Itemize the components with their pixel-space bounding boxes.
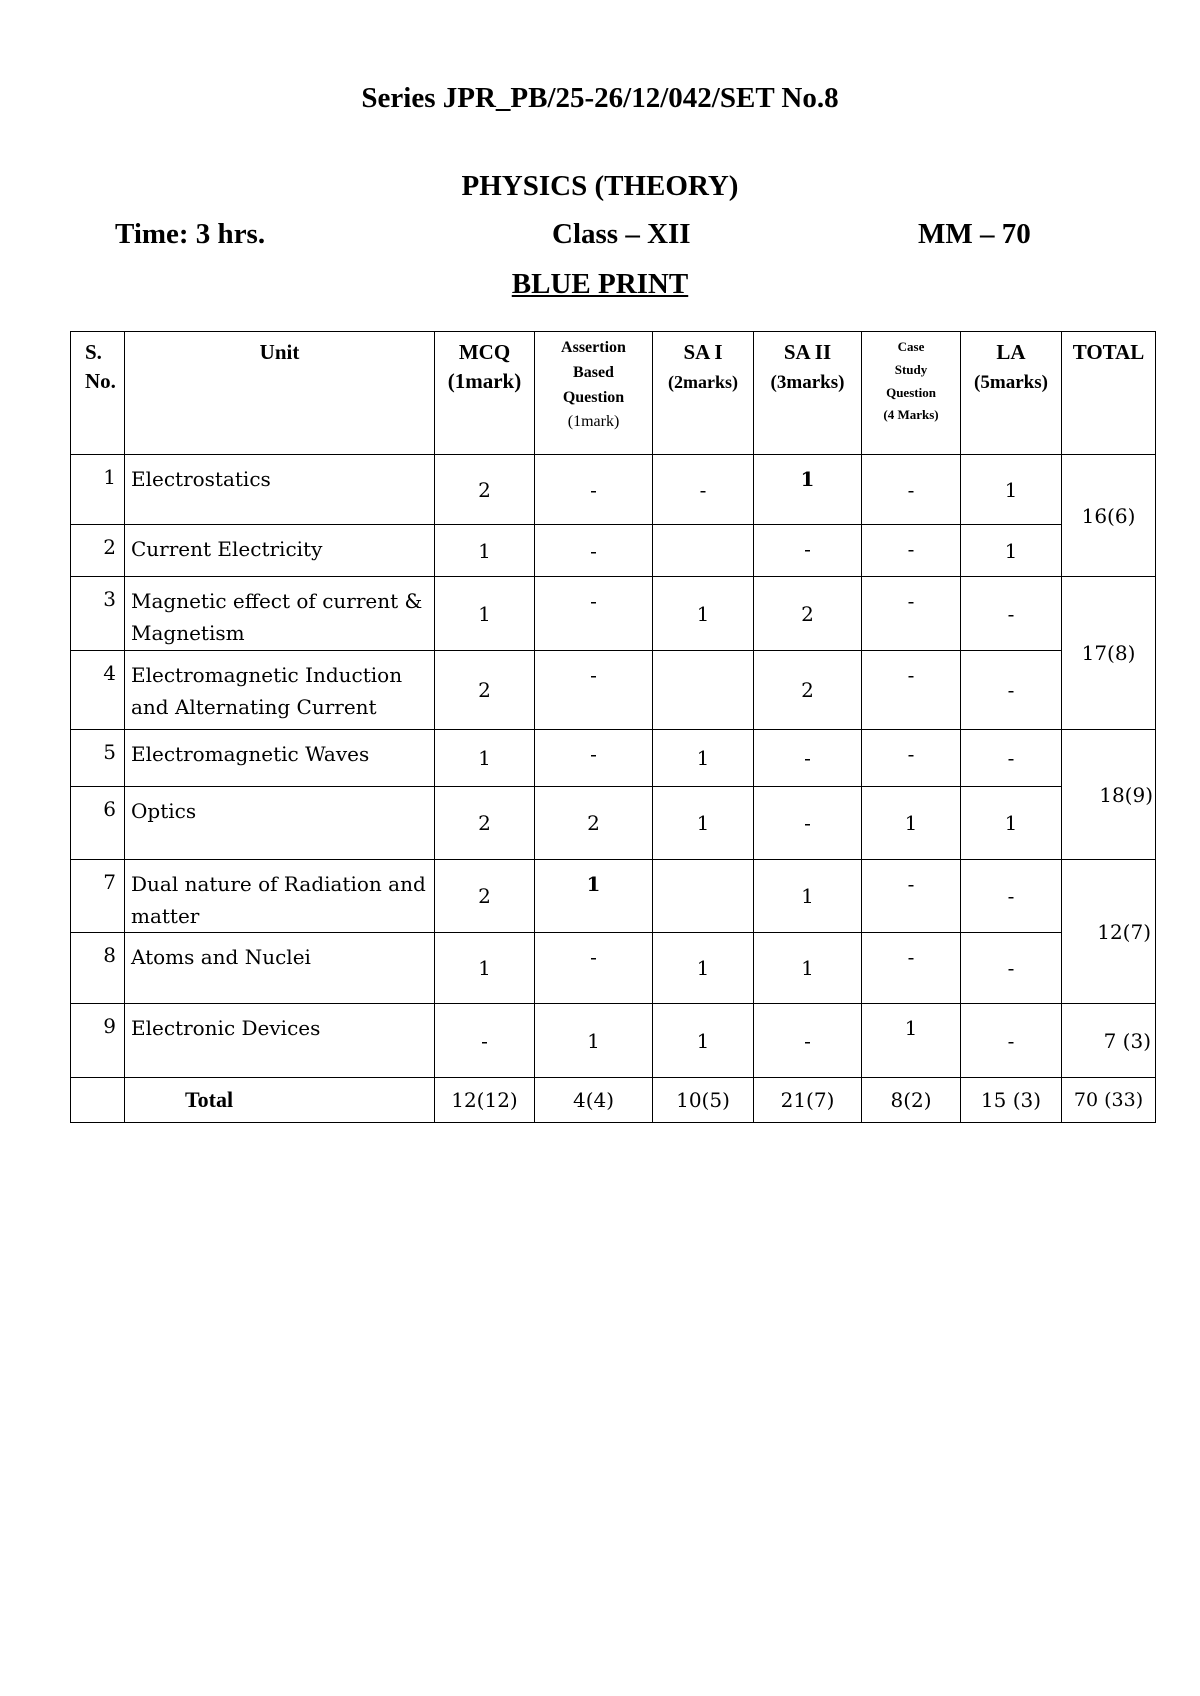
- cell-assertion: -: [535, 730, 653, 787]
- cell-la: 1: [961, 787, 1062, 860]
- cell-la: -: [961, 730, 1062, 787]
- blue-print-heading: BLUE PRINT: [511, 268, 689, 300]
- time-label: Time: 3 hrs.: [115, 218, 266, 250]
- grand-total: 70 (33): [1062, 1078, 1156, 1123]
- row-unit: Optics: [125, 787, 435, 860]
- cell-sa2: 2: [754, 651, 862, 730]
- table-row: [71, 651, 1156, 730]
- total-row: [71, 1078, 1156, 1123]
- header-sa2: SA II (3marks): [754, 332, 862, 455]
- table-row: [71, 933, 1156, 1004]
- total-mcq: 12(12): [435, 1078, 535, 1123]
- row-unit: Atoms and Nuclei: [125, 933, 435, 1004]
- total-label: Total: [125, 1078, 435, 1123]
- row-sno: 9: [71, 1004, 125, 1078]
- cell-sa1: [653, 860, 754, 933]
- cell-mcq: 1: [435, 933, 535, 1004]
- table-row: [71, 525, 1156, 577]
- header-unit: Unit: [125, 332, 435, 455]
- cell-sa1: [653, 651, 754, 730]
- cell-sa2: -: [754, 525, 862, 577]
- cell-la: -: [961, 933, 1062, 1004]
- cell-assertion: 2: [535, 787, 653, 860]
- header-sa1: SA I (2marks): [653, 332, 754, 455]
- row-unit: Electronic Devices: [125, 1004, 435, 1078]
- cell-assertion: -: [535, 525, 653, 577]
- cell-mcq: 1: [435, 577, 535, 651]
- cell-case-study: 1: [862, 1004, 961, 1078]
- header-sno: S. No.: [71, 332, 125, 455]
- cell-case-study: -: [862, 730, 961, 787]
- cell-mcq: -: [435, 1004, 535, 1078]
- cell-assertion: -: [535, 933, 653, 1004]
- row-sno: 2: [71, 525, 125, 577]
- cell-la: -: [961, 860, 1062, 933]
- subject-title: PHYSICS (THEORY): [461, 170, 739, 202]
- cell-assertion: 1: [535, 860, 653, 933]
- cell-sa2: 2: [754, 577, 862, 651]
- cell-assertion: -: [535, 651, 653, 730]
- group-total: 17(8): [1062, 577, 1156, 730]
- header-mcq: MCQ (1mark): [435, 332, 535, 455]
- row-unit: Electromagnetic Waves: [125, 730, 435, 787]
- row-unit: Electrostatics: [125, 455, 435, 525]
- header-case-study: Case Study Question (4 Marks): [862, 332, 961, 455]
- cell-case-study: 1: [862, 787, 961, 860]
- cell-case-study: -: [862, 455, 961, 525]
- table-row: [71, 577, 1156, 651]
- cell-mcq: 2: [435, 455, 535, 525]
- row-unit: Magnetic effect of current & Magnetism: [125, 577, 435, 651]
- row-unit: Electromagnetic Induction and Alternating Current: [125, 651, 435, 730]
- group-total: 12(7): [1062, 860, 1156, 1004]
- cell-sa1: 1: [653, 730, 754, 787]
- row-sno: 3: [71, 577, 125, 651]
- cell-case-study: -: [862, 577, 961, 651]
- header-la: LA (5marks): [961, 332, 1062, 455]
- row-unit: Dual nature of Radiation and matter: [125, 860, 435, 933]
- table-row: [71, 1004, 1156, 1078]
- cell-sa2: -: [754, 787, 862, 860]
- cell-la: -: [961, 1004, 1062, 1078]
- table-row: [71, 787, 1156, 860]
- row-sno: 1: [71, 455, 125, 525]
- cell-la: 1: [961, 455, 1062, 525]
- cell-case-study: -: [862, 651, 961, 730]
- total-sa2: 21(7): [754, 1078, 862, 1123]
- group-total: 18(9): [1062, 730, 1156, 860]
- total-la: 15 (3): [961, 1078, 1062, 1123]
- cell-sa2: -: [754, 1004, 862, 1078]
- group-total: 16(6): [1062, 455, 1156, 577]
- cell-sa1: -: [653, 455, 754, 525]
- class-label: Class – XII: [552, 218, 691, 250]
- cell-sa1: 1: [653, 787, 754, 860]
- cell-case-study: -: [862, 525, 961, 577]
- max-marks-label: MM – 70: [918, 218, 1031, 250]
- cell-sa1: [653, 525, 754, 577]
- row-sno: 6: [71, 787, 125, 860]
- total-sno: [71, 1078, 125, 1123]
- cell-mcq: 2: [435, 651, 535, 730]
- table-row: [71, 455, 1156, 525]
- cell-case-study: -: [862, 933, 961, 1004]
- total-sa1: 10(5): [653, 1078, 754, 1123]
- cell-assertion: -: [535, 577, 653, 651]
- total-case-study: 8(2): [862, 1078, 961, 1123]
- total-assertion: 4(4): [535, 1078, 653, 1123]
- cell-sa2: 1: [754, 933, 862, 1004]
- cell-sa2: -: [754, 730, 862, 787]
- cell-case-study: -: [862, 860, 961, 933]
- cell-sa1: 1: [653, 933, 754, 1004]
- group-total: 7 (3): [1062, 1004, 1156, 1078]
- cell-mcq: 1: [435, 525, 535, 577]
- table-row: [71, 730, 1156, 787]
- cell-sa2: 1: [754, 860, 862, 933]
- header-total: TOTAL: [1062, 332, 1156, 455]
- cell-sa2: 1: [754, 455, 862, 525]
- row-sno: 5: [71, 730, 125, 787]
- header-row: [71, 332, 1156, 455]
- cell-mcq: 2: [435, 787, 535, 860]
- cell-la: -: [961, 577, 1062, 651]
- cell-sa1: 1: [653, 577, 754, 651]
- row-sno: 4: [71, 651, 125, 730]
- exam-meta: [0, 218, 1200, 258]
- cell-assertion: -: [535, 455, 653, 525]
- table-row: [71, 860, 1156, 933]
- series-title: Series JPR_PB/25-26/12/042/SET No.8: [361, 82, 839, 114]
- cell-la: 1: [961, 525, 1062, 577]
- cell-sa1: 1: [653, 1004, 754, 1078]
- cell-mcq: 1: [435, 730, 535, 787]
- blue-print-table: [70, 331, 1156, 1123]
- cell-la: -: [961, 651, 1062, 730]
- row-sno: 7: [71, 860, 125, 933]
- header-assertion: Assertion Based Question (1mark): [535, 332, 653, 455]
- row-sno: 8: [71, 933, 125, 1004]
- row-unit: Current Electricity: [125, 525, 435, 577]
- cell-mcq: 2: [435, 860, 535, 933]
- cell-assertion: 1: [535, 1004, 653, 1078]
